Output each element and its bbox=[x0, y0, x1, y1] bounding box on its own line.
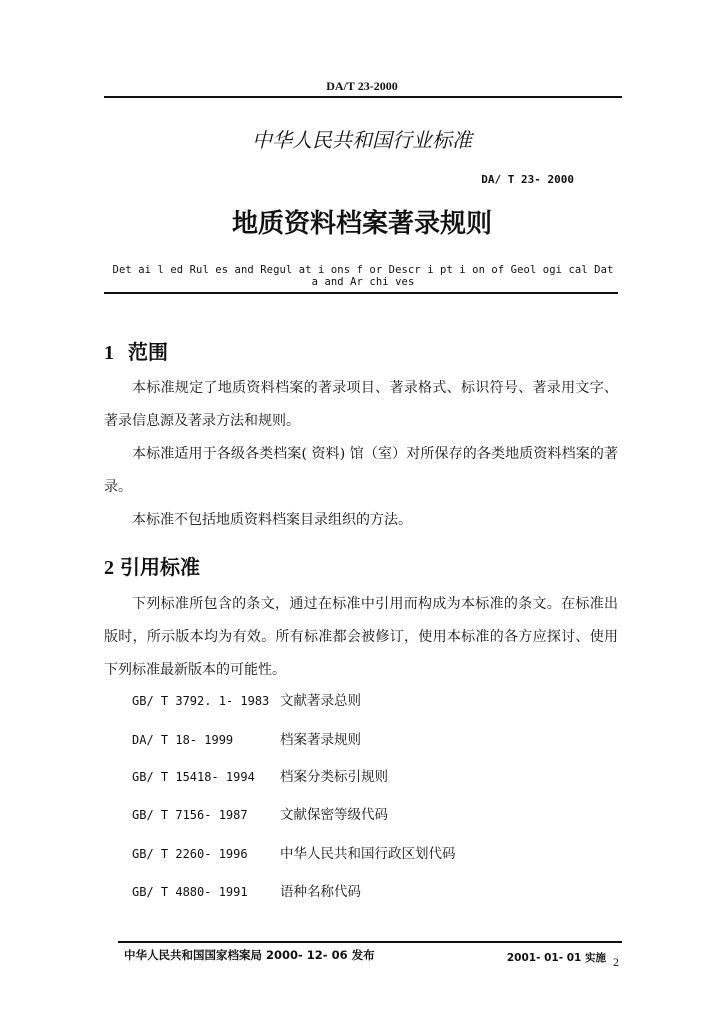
section-2-title: 引用标准 bbox=[120, 555, 200, 579]
running-head: DA/T 23-2000 bbox=[326, 79, 398, 93]
section-1-number: 1 bbox=[104, 342, 114, 364]
document-title: 地质资料档案著录规则 bbox=[231, 209, 492, 239]
reference-code: GB/ T 7156- 1987 bbox=[132, 808, 248, 822]
section-1-paragraph-1: 本标准规定了地质资料档案的著录项目、著录格式、标识符号、著录用文字、著录信息源及著录方法和规则。 bbox=[104, 380, 618, 429]
issue-statement: 中华人民共和国国家档案局 2000- 12- 06 发布 bbox=[124, 948, 375, 962]
section-2-paragraph: 下列标准所包含的条文，通过在标准中引用而构成为本标准的条文。在标准出版时，所示版本均为有效。所有标准都会被修订，使用本标准的各方应探讨、使用下列标准最新版本的可能性。 bbox=[104, 596, 618, 678]
category-title: 中华人民共和国行业标准 bbox=[252, 128, 472, 152]
reference-code: GB/ T 2260- 1996 bbox=[132, 847, 248, 861]
standard-code: DA/ T 23- 2000 bbox=[481, 173, 574, 186]
reference-title: 中华人民共和国行政区划代码 bbox=[280, 846, 456, 862]
header-rule bbox=[104, 96, 622, 98]
reference-title: 语种名称代码 bbox=[280, 884, 361, 900]
reference-row bbox=[132, 765, 388, 785]
page-number: 2 bbox=[613, 955, 619, 969]
document-subtitle: Det ai l ed Rul es and Regul at i ons f or Descr i pt i on of Geol ogi cal Dat a and Ar chi ves bbox=[112, 264, 614, 288]
reference-row bbox=[132, 842, 456, 862]
reference-title: 档案分类标引规则 bbox=[280, 769, 388, 785]
reference-title: 档案著录规则 bbox=[280, 732, 361, 748]
reference-row bbox=[132, 689, 361, 709]
reference-code: GB/ T 15418- 1994 bbox=[132, 770, 255, 784]
section-2-number: 2 bbox=[104, 557, 114, 579]
reference-code: GB/ T 3792. 1- 1983 bbox=[132, 694, 270, 708]
reference-title: 文献保密等级代码 bbox=[280, 807, 388, 823]
footer-rule bbox=[118, 941, 622, 943]
reference-code: DA/ T 18- 1999 bbox=[132, 733, 234, 747]
reference-code: GB/ T 4880- 1991 bbox=[132, 885, 248, 899]
reference-title: 文献著录总则 bbox=[280, 693, 361, 709]
reference-row bbox=[132, 728, 361, 748]
effective-date: 2001- 01- 01 实施 bbox=[506, 952, 606, 964]
section-1-paragraph-2: 本标准适用于各级各类档案( 资料) 馆（室）对所保存的各类地质资料档案的著录。 bbox=[104, 446, 618, 495]
reference-row bbox=[132, 803, 388, 823]
title-rule bbox=[104, 292, 618, 294]
reference-row bbox=[132, 880, 361, 900]
section-1-paragraph-3: 本标准不包括地质资料档案目录组织的方法。 bbox=[132, 512, 412, 528]
section-2-heading bbox=[104, 551, 200, 580]
section-1-heading bbox=[104, 336, 168, 365]
section-1-title: 范围 bbox=[128, 340, 168, 364]
